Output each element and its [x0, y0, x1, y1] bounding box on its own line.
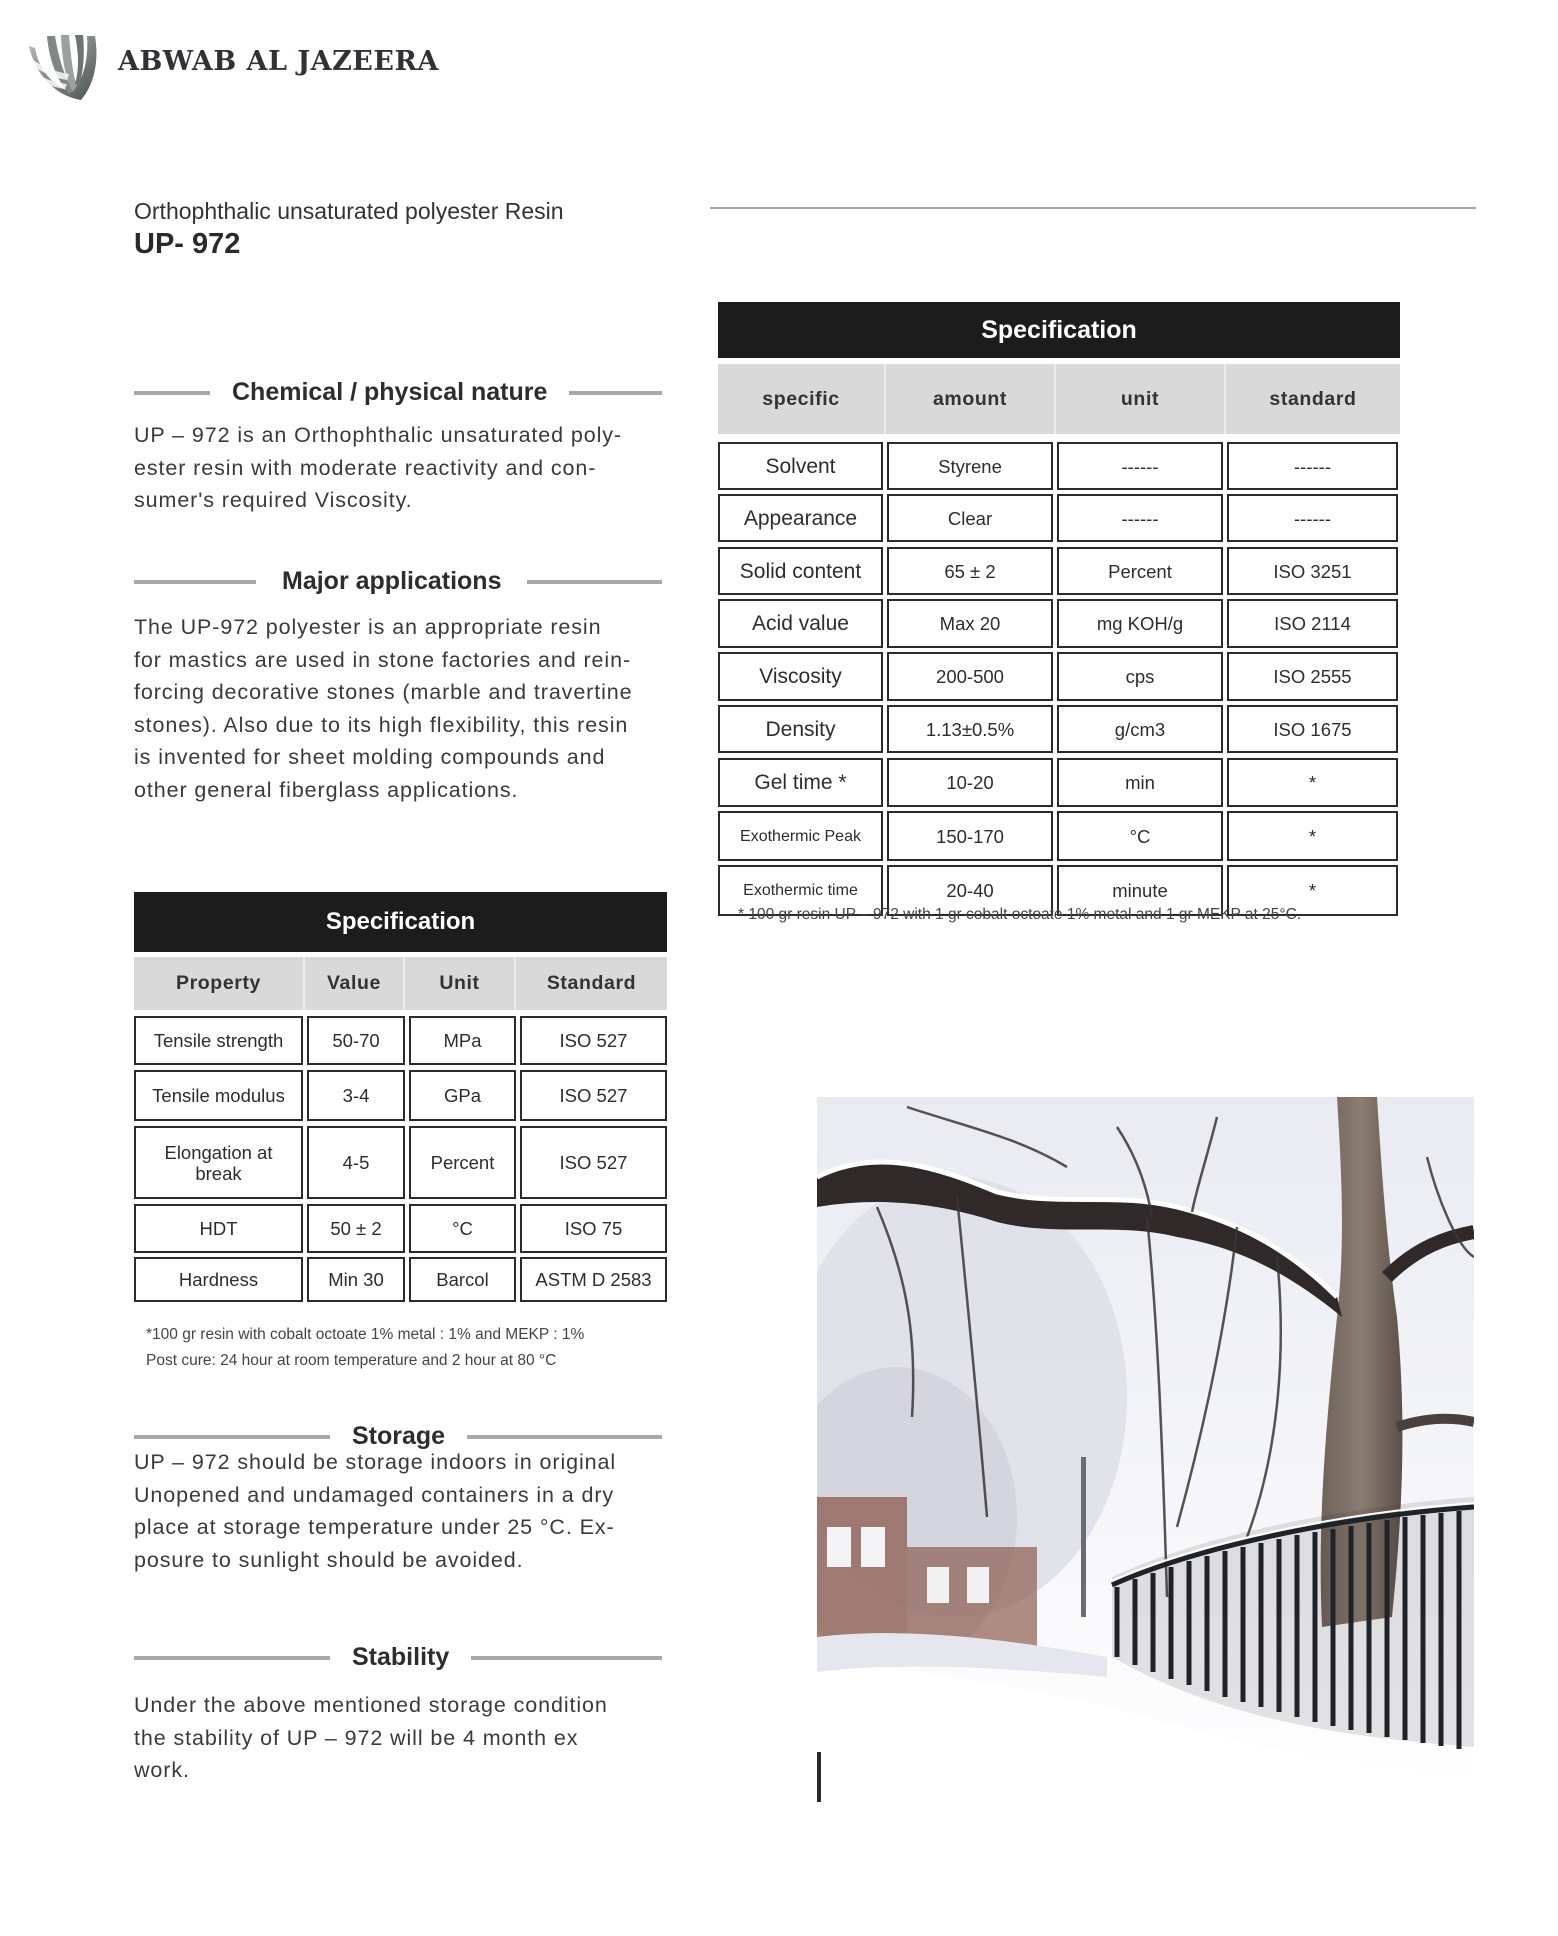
cell-standard: ------ — [1227, 442, 1398, 490]
product-code: UP- 972 — [134, 228, 241, 260]
cell-standard: * — [1227, 758, 1398, 807]
cell-amount: Max 20 — [887, 599, 1053, 648]
section-heading-applications — [134, 567, 662, 596]
cell-amount: Clear — [887, 494, 1053, 542]
text-line: forcing decorative stones (marble and travertine — [134, 680, 633, 704]
text-line: work. — [134, 1758, 190, 1782]
cell-value: 4-5 — [307, 1126, 405, 1199]
section-title: Major applications — [282, 567, 502, 595]
liquid-spec-note: * 100 gr resin UP – 972 with 1 gr cobalt octoate 1% metal and 1 gr MEKP at 25°C. — [738, 906, 1302, 923]
column-header-unit: Unit — [405, 957, 516, 1010]
brand-name: ABWAB AL JAZEERA — [118, 46, 439, 77]
brand-logo-icon — [25, 34, 99, 102]
column-header-standard: Standard — [546, 972, 637, 994]
cell-standard: ISO 527 — [520, 1070, 667, 1121]
cell-specific: Appearance — [718, 494, 883, 542]
text-line: The UP-972 polyester is an appropriate resin — [134, 615, 602, 639]
table-row — [718, 599, 1398, 648]
cell-unit: ------ — [1057, 494, 1223, 542]
cell-unit: °C — [409, 1204, 516, 1253]
chemical-description — [134, 419, 674, 517]
column-header-value: Value — [305, 957, 405, 1010]
cell-unit: MPa — [409, 1016, 516, 1065]
cell-value: 50 ± 2 — [307, 1204, 405, 1253]
liquid-spec-header — [718, 364, 1400, 434]
cell-standard: ISO 3251 — [1227, 547, 1398, 595]
cell-value: 3-4 — [307, 1070, 405, 1121]
mechanical-spec-title: Specification — [134, 892, 667, 952]
cell-unit: Percent — [409, 1126, 516, 1199]
cell-unit: ------ — [1057, 442, 1223, 490]
table-row — [718, 547, 1398, 595]
heading-rule-right — [467, 1435, 662, 1439]
cell-specific: Exothermic time — [718, 865, 883, 916]
table-row — [718, 705, 1398, 753]
heading-rule-left — [134, 1435, 330, 1439]
column-header-standard: standard — [1269, 387, 1357, 410]
column-header-property: Property — [134, 957, 305, 1010]
footnote-line: Post cure: 24 hour at room temperature and 2 hour at 80 °C — [146, 1352, 557, 1369]
cell-unit: mg KOH/g — [1057, 599, 1223, 648]
cell-unit: Barcol — [409, 1257, 516, 1302]
text-line: UP – 972 should be storage indoors in original — [134, 1450, 617, 1474]
cell-property: Tensile strength — [134, 1016, 303, 1065]
cell-unit: Percent — [1057, 547, 1223, 595]
heading-rule-right — [569, 391, 662, 395]
cell-specific: Exothermic Peak — [718, 811, 883, 861]
snowy-park-photo — [817, 1097, 1474, 1810]
table-row — [134, 1126, 667, 1199]
table-row — [718, 442, 1398, 490]
section-title: Stability — [352, 1643, 450, 1671]
cell-standard: ISO 527 — [520, 1126, 667, 1199]
table-row — [718, 811, 1398, 861]
column-header-amount: amount — [886, 364, 1056, 434]
cell-value: 50-70 — [307, 1016, 405, 1065]
section-heading-stability — [134, 1643, 662, 1672]
cell-amount: 20-40 — [887, 865, 1053, 916]
table-row — [134, 1257, 667, 1302]
text-line: posure to sunlight should be avoided. — [134, 1547, 524, 1572]
heading-rule-left — [134, 580, 256, 584]
cell-amount: 200-500 — [887, 652, 1053, 701]
cell-specific: Viscosity — [718, 652, 883, 701]
text-line: is invented for sheet molding compounds and — [134, 745, 606, 769]
text-line: sumer's required Viscosity. — [134, 488, 413, 512]
cell-standard: ISO 2114 — [1227, 599, 1398, 648]
heading-rule-right — [471, 1656, 662, 1660]
cell-amount: 1.13±0.5% — [887, 705, 1053, 753]
column-header-specific: specific — [718, 364, 886, 434]
snow-scene-image-icon — [817, 1097, 1474, 1810]
cell-unit: °C — [1057, 811, 1223, 861]
heading-rule-right — [527, 580, 662, 584]
text-line: Under the above mentioned storage condition — [134, 1693, 608, 1717]
cell-unit: g/cm3 — [1057, 705, 1223, 753]
cell-specific: Solvent — [718, 442, 883, 490]
cell-unit: GPa — [409, 1070, 516, 1121]
table-row — [718, 494, 1398, 542]
footnote-line: *100 gr resin with cobalt octoate 1% metal : 1% and MEKP : 1% — [146, 1326, 585, 1343]
text-line: other general fiberglass applications. — [134, 777, 519, 802]
liquid-spec-title: Specification — [718, 302, 1400, 358]
text-line: place at storage temperature under 25 °C. Ex- — [134, 1515, 615, 1539]
text-line: Unopened and undamaged containers in a dry — [134, 1482, 615, 1507]
section-title: Storage — [352, 1422, 446, 1450]
cell-unit: minute — [1057, 865, 1223, 916]
mechanical-spec-header — [134, 957, 667, 1010]
cell-standard: ISO 2555 — [1227, 652, 1398, 701]
cell-value: Min 30 — [307, 1257, 405, 1302]
table-row — [134, 1016, 667, 1065]
cell-standard: ASTM D 2583 — [520, 1257, 667, 1302]
cell-property: Hardness — [134, 1257, 303, 1302]
cell-amount: 65 ± 2 — [887, 547, 1053, 595]
cell-specific: Acid value — [718, 599, 883, 648]
cell-standard: * — [1227, 865, 1398, 916]
cell-property: Elongation at break — [134, 1126, 303, 1199]
heading-rule-left — [134, 391, 210, 395]
text-line: the stability of UP – 972 will be 4 month ex — [134, 1725, 579, 1750]
cell-unit: min — [1057, 758, 1223, 807]
cell-specific: Solid content — [718, 547, 883, 595]
text-line: for mastics are used in stone factories and rein- — [134, 647, 632, 672]
column-header-unit: unit — [1056, 364, 1226, 434]
cell-unit: cps — [1057, 652, 1223, 701]
section-title: Chemical / physical nature — [232, 378, 548, 406]
cell-property: HDT — [134, 1204, 303, 1253]
cell-specific: Density — [718, 705, 883, 753]
cell-standard: ------ — [1227, 494, 1398, 542]
mechanical-spec-notes — [146, 1322, 584, 1374]
section-heading-chemical — [134, 378, 662, 407]
header-divider — [710, 207, 1476, 209]
text-line: ester resin with moderate reactivity and con- — [134, 455, 597, 480]
cell-standard: * — [1227, 811, 1398, 861]
cell-standard: ISO 75 — [520, 1204, 667, 1253]
cell-standard: ISO 1675 — [1227, 705, 1398, 753]
text-line: UP – 972 is an Orthophthalic unsaturated poly- — [134, 423, 622, 447]
product-subtitle: Orthophthalic unsaturated polyester Resin — [134, 198, 564, 224]
table-row — [134, 1070, 667, 1121]
cell-amount: 150-170 — [887, 811, 1053, 861]
table-row — [718, 758, 1398, 807]
storage-description — [134, 1446, 674, 1576]
applications-description — [134, 611, 674, 806]
cell-standard: ISO 527 — [520, 1016, 667, 1065]
table-row — [134, 1204, 667, 1253]
cell-specific: Gel time * — [718, 758, 883, 807]
cell-amount: 10-20 — [887, 758, 1053, 807]
heading-rule-left — [134, 1656, 330, 1660]
table-row — [718, 652, 1398, 701]
cell-amount: Styrene — [887, 442, 1053, 490]
text-line: stones). Also due to its high flexibility, this resin — [134, 712, 629, 737]
stability-description — [134, 1689, 674, 1787]
cell-property: Tensile modulus — [134, 1070, 303, 1121]
